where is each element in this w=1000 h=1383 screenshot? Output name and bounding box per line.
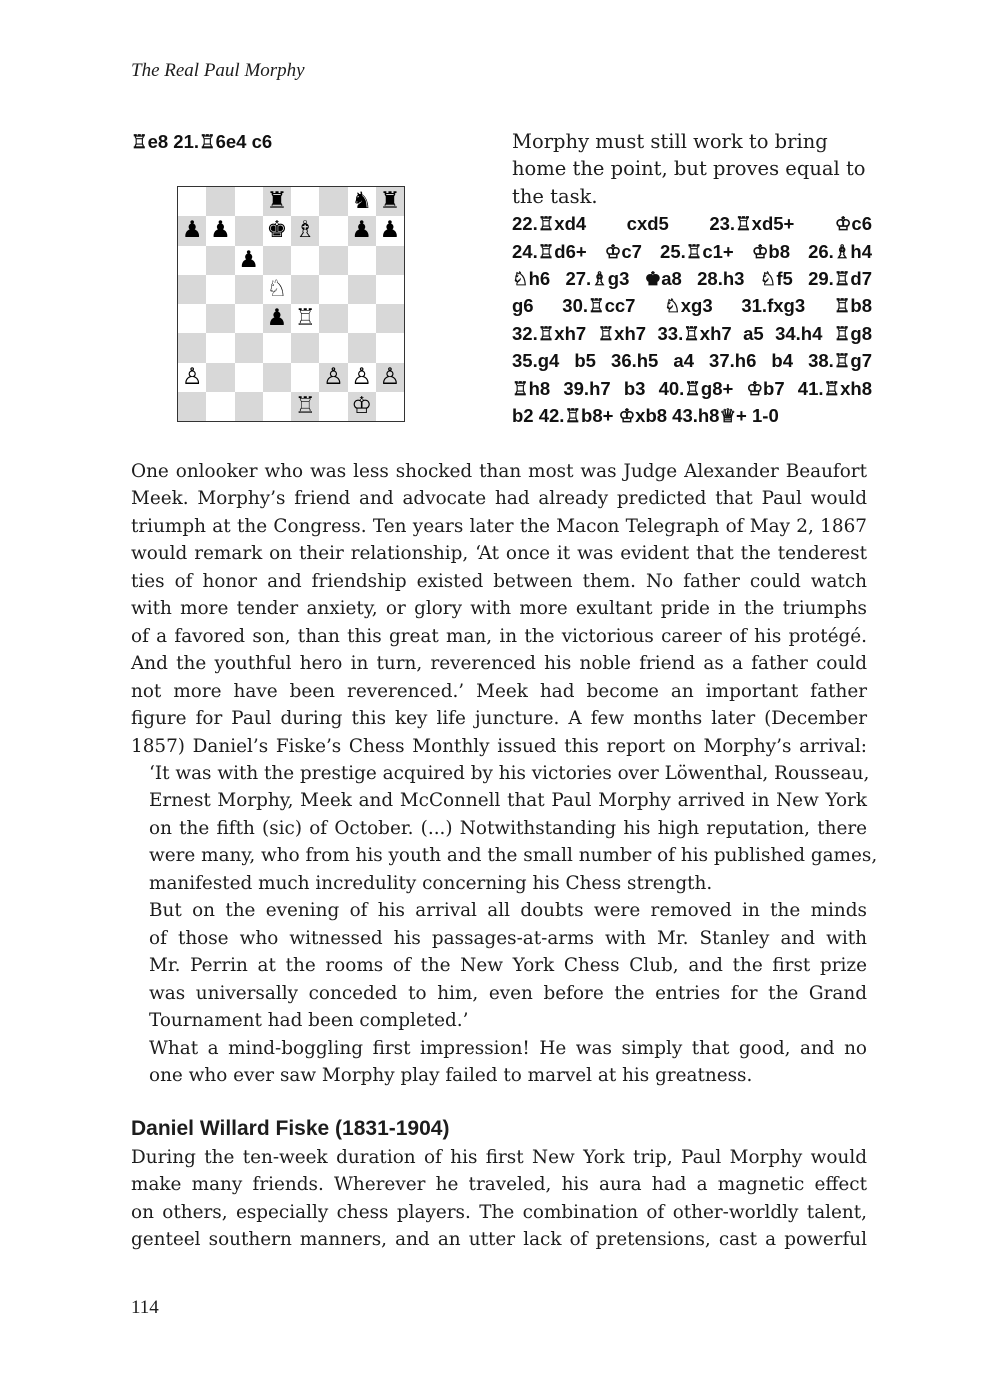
board-square — [376, 363, 404, 392]
text-line: One onlooker who was less shocked than most was Judge Alexander Beaufort — [131, 461, 867, 482]
text-line: And the youthful hero in turn, reverenced his noble friend as a father could — [131, 653, 867, 675]
board-square — [319, 392, 347, 421]
board-square — [206, 304, 234, 333]
paragraph-impression — [131, 1035, 867, 1090]
board-square — [235, 187, 263, 216]
text-line: 1857) Daniel’s Fiske’s Chess Monthly issued this report on Morphy’s arrival: — [131, 735, 867, 757]
game-moves — [512, 210, 872, 429]
white-knight-icon: ♘ — [266, 275, 288, 302]
board-square — [206, 246, 234, 275]
board-square — [263, 333, 291, 362]
black-pawn-icon: ♟ — [238, 246, 259, 273]
page-number: 114 — [131, 1297, 159, 1318]
board-square — [319, 304, 347, 333]
text-line: ♖h8 39.h7 b3 40.♖g8+ ♔b7 41.♖xh8 — [512, 377, 872, 399]
text-line: ‘It was with the prestige acquired by his victories over Löwenthal, Rousseau, — [149, 762, 870, 784]
white-pawn-icon: ♙ — [379, 363, 401, 390]
white-bishop-icon: ♗ — [294, 217, 316, 244]
board-square — [376, 187, 404, 216]
black-rook-icon: ♜ — [379, 188, 401, 215]
black-rook-icon: ♜ — [266, 188, 288, 215]
text-line: on others, especially chess players. The combination of other-worldly talent, — [131, 1201, 867, 1223]
board-square — [348, 392, 376, 421]
text-line: would remark on their relationship, ‘At once it was evident that the tenderest — [131, 543, 867, 565]
black-king-icon: ♚ — [266, 217, 288, 244]
text-line: 35.g4 b5 36.h5 a4 37.h6 b4 38.♖g7 — [512, 350, 872, 372]
section-paragraph — [131, 1144, 867, 1254]
board-square — [235, 333, 263, 362]
white-rook-icon: ♖ — [294, 305, 316, 332]
paragraph-quote-evening — [131, 897, 867, 1034]
white-pawn-icon: ♙ — [181, 363, 203, 390]
board-square — [291, 333, 319, 362]
board-square — [178, 187, 206, 216]
text-line: with more tender anxiety, or glory with more exultant pride in the triumphs — [131, 598, 867, 620]
board-square — [291, 363, 319, 392]
body-text — [131, 458, 878, 1089]
black-pawn-icon: ♟ — [379, 217, 401, 244]
board-square — [348, 333, 376, 362]
board-square — [206, 216, 234, 245]
paragraph-quote-arrival — [131, 760, 878, 897]
text-line: What a mind-boggling first impression! He was simply that good, and no — [149, 1037, 867, 1059]
text-line: figure for Paul during this key life juncture. A few months later (December — [131, 708, 867, 730]
text-line: manifested much incredulity concerning his Chess strength. — [149, 872, 713, 894]
board-square — [319, 363, 347, 392]
text-line: b2 42.♖b8+ ♔xb8 43.h8♕+ 1-0 — [512, 405, 779, 427]
board-square — [291, 304, 319, 333]
board-square — [291, 246, 319, 275]
text-line: on the fifth (sic) of October. (...) Notwithstanding his high reputation, there — [149, 817, 867, 839]
board-square — [348, 187, 376, 216]
chess-diagram — [177, 186, 405, 422]
board-square — [319, 275, 347, 304]
section-heading: Daniel Willard Fiske (1831-1904) — [131, 1117, 450, 1140]
text-line: 32.♖xh7 ♖xh7 33.♖xh7 a5 34.h4 ♖g8 — [512, 322, 872, 344]
board-square — [178, 363, 206, 392]
board-square — [376, 246, 404, 275]
white-king-icon: ♔ — [351, 392, 372, 419]
text-line: ♘h6 27.♗g3 ♚a8 28.h3 ♘f5 29.♖d7 — [512, 268, 872, 290]
board-square — [206, 392, 234, 421]
text-line: were many, who from his youth and the small number of his published games, — [149, 845, 878, 867]
text-line: was universally conceded to him, even before the entries for the Grand — [149, 982, 867, 1004]
board-square — [178, 275, 206, 304]
board-square — [376, 216, 404, 245]
text-line: During the ten-week duration of his first New York trip, Paul Morphy would — [131, 1147, 867, 1168]
board-square — [178, 333, 206, 362]
black-pawn-icon: ♟ — [266, 305, 288, 332]
black-knight-icon: ♞ — [351, 188, 372, 215]
white-pawn-icon: ♙ — [351, 363, 372, 390]
board-square — [206, 363, 234, 392]
black-pawn-icon: ♟ — [351, 217, 372, 244]
text-line: Ernest Morphy, Meek and McConnell that Paul Morphy arrived in New York — [149, 790, 867, 812]
board-square — [235, 304, 263, 333]
board-square — [291, 187, 319, 216]
board-square — [348, 304, 376, 333]
board-square — [263, 246, 291, 275]
board-square — [206, 333, 234, 362]
white-rook-icon: ♖ — [294, 392, 316, 419]
diagram-commentary: Morphy must still work to bring home the point, but proves equal to the task. — [512, 130, 866, 208]
text-line: g6 30.♖cc7 ♘xg3 31.fxg3 ♖b8 — [512, 295, 872, 317]
board-square — [263, 187, 291, 216]
black-pawn-icon: ♟ — [181, 217, 203, 244]
text-line: 24.♖d6+ ♔c7 25.♖c1+ ♔b8 26.♗h4 — [512, 240, 872, 262]
text-line: not more have been reverenced.’ Meek had become an important father — [131, 680, 867, 702]
text-line: 22.♖xd4 cxd5 23.♖xd5+ ♔c6 — [512, 213, 872, 235]
board-square — [376, 275, 404, 304]
text-line: of a favored son, than this great man, in the victorious career of his protégé. — [131, 625, 867, 647]
board-square — [178, 216, 206, 245]
board-square — [206, 275, 234, 304]
board-square — [235, 275, 263, 304]
board-square — [348, 246, 376, 275]
board-square — [291, 392, 319, 421]
board-square — [319, 333, 347, 362]
text-line: make many friends. Wherever he traveled, his aura had a magnetic effect — [131, 1174, 867, 1196]
paragraph-meek — [131, 458, 867, 760]
board-square — [348, 275, 376, 304]
text-line: ties of honor and friendship existed between them. No father could watch — [131, 570, 867, 592]
text-line: triumph at the Congress. Ten years later the Macon Telegraph of May 2, 1867 — [131, 515, 867, 537]
board-square — [263, 392, 291, 421]
board-square — [263, 216, 291, 245]
board-square — [235, 392, 263, 421]
board-square — [376, 304, 404, 333]
board-square — [319, 216, 347, 245]
board-square — [348, 363, 376, 392]
board-square — [376, 392, 404, 421]
text-line: one who ever saw Morphy play failed to marvel at his greatness. — [149, 1064, 753, 1086]
moves-before-diagram: ♖e8 21.♖6e4 c6 — [131, 131, 273, 152]
white-pawn-icon: ♙ — [323, 363, 344, 390]
running-title: The Real Paul Morphy — [131, 60, 305, 81]
board-square — [263, 304, 291, 333]
board-square — [235, 216, 263, 245]
board-square — [291, 216, 319, 245]
board-square — [319, 187, 347, 216]
text-line: Meek. Morphy’s friend and advocate had already predicted that Paul would — [131, 488, 867, 510]
board-square — [178, 246, 206, 275]
board-square — [348, 216, 376, 245]
board-square — [376, 333, 404, 362]
board-square — [178, 304, 206, 333]
black-pawn-icon: ♟ — [210, 217, 231, 244]
text-line: Mr. Perrin at the rooms of the New York Chess Club, and the first prize — [149, 955, 867, 977]
board-square — [206, 187, 234, 216]
text-line: Tournament had been completed.’ — [149, 1010, 469, 1032]
text-line: genteel southern manners, and an utter lack of pretensions, cast a powerful — [131, 1229, 867, 1251]
text-line: of those who witnessed his passages-at-arms with Mr. Stanley and with — [149, 927, 867, 949]
board-square — [235, 363, 263, 392]
board-square — [178, 392, 206, 421]
board-square — [319, 246, 347, 275]
board-square — [235, 246, 263, 275]
text-line: But on the evening of his arrival all doubts were removed in the minds — [149, 900, 867, 922]
board-square — [263, 363, 291, 392]
board-square — [263, 275, 291, 304]
board-square — [291, 275, 319, 304]
right-column — [512, 128, 872, 429]
